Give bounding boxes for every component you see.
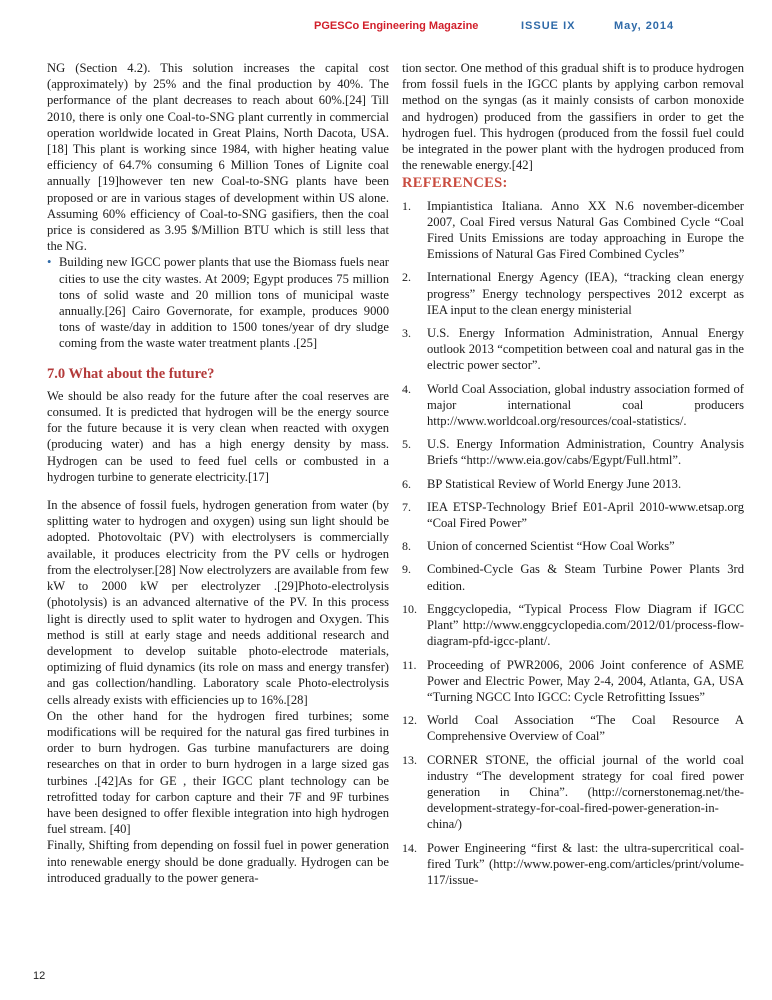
reference-text: Impiantistica Italiana. Anno XX N.6 november-dicember 2007, Coal Fired versus Natural Gas Combined Cycle “Coal Fired Units Emissions are today approaching in Europe the Emissions of Natural Gas Fired Combined Cycles” [427, 198, 744, 262]
reference-text: IEA ETSP-Technology Brief E01-April 2010-www.etsap.org “Coal Fired Power” [427, 499, 744, 531]
reference-item [402, 752, 744, 833]
reference-number: 7. [402, 499, 411, 514]
page-header [0, 20, 772, 40]
reference-item [402, 499, 744, 531]
reference-number: 3. [402, 326, 411, 341]
reference-text: BP Statistical Review of World Energy June 2013. [427, 476, 682, 491]
paragraph-hydrogen-turbines: On the other hand for the hydrogen fired turbines; some modifications will be required for the natural gas fired turbines in order to burn hydrogen. Gas turbine manufacturers are doing researches on that in order to burn hydrogen in a large sized gas turbines .[42]As for GE , their IGCC plant technology can be retrofitted today for carbon capture and their 7F and 9F turbines have been designed to offer flexible integration into high hydrogen fuel stream. [40] [47, 708, 389, 837]
reference-number: 11. [402, 657, 417, 672]
reference-item [402, 538, 744, 554]
bullet-biomass-text: Building new IGCC power plants that use the Biomass fuels near cities to use the city wastes. At 2009; Egypt produces 75 million tons of solid waste and 20 million tons of municipal waste annually.[26] Cairo Governorate, for example, produces 9000 tons of waste/day in addition to 1500 tones/year of dry sludge coming from the waste water treatment plants .[25] [59, 255, 389, 351]
magazine-title: PGESCo Engineering Magazine [314, 20, 479, 32]
right-column [402, 60, 744, 895]
reference-number: 14. [402, 840, 417, 855]
paragraph-hydrogen-future: We should be also ready for the future after the coal reserves are consumed. It is predicted that hydrogen will be the energy source for the future because it is very clean when reacted with oxygen (producing water) and has a high energy density by mass. Hydrogen can be used to feed fuel cells or combusted in a hydrogen turbine to generate electricity.[17] [47, 388, 389, 484]
bullet-biomass [47, 254, 389, 351]
bullet-dot-icon: • [47, 255, 52, 270]
reference-item [402, 269, 744, 318]
reference-number: 9. [402, 562, 411, 577]
reference-item [402, 657, 744, 706]
reference-number: 6. [402, 476, 411, 491]
reference-item [402, 198, 744, 263]
reference-number: 13. [402, 752, 417, 767]
left-column [47, 60, 389, 886]
references-heading: REFERENCES: [402, 175, 508, 192]
reference-item [402, 476, 744, 492]
page-number: 12 [33, 970, 46, 982]
reference-item [402, 840, 744, 889]
paragraph-finally: Finally, Shifting from depending on fossil fuel in power generation into renewable energy should be done gradually. Hydrogen can be introduced gradually to the power genera- [47, 838, 389, 885]
reference-item [402, 712, 744, 744]
paragraph-coal-to-sng: NG (Section 4.2). This solution increases the capital cost (approximately) by 25% and the final production by 40%. The performance of the plant decreases to reach about 60%.[24] Till 2010, there is only one Coal-to-SNG plant currently in commercial operation worldwide located in Great Plains, North Dacota, USA.[18] This plant is working since 1984, with higher heating value efficiency of 64.7% consuming 6 Million Tones of Lignite coal annually [19]however ten new Coal-to-SNG plants have been proposed or are in various stages of development within US alone. Assuming 60% efficiency of Coal-to-SNG gasifiers, then the coal price is considered as 3.95 $/Million BTU which is still less that the NG. [47, 61, 389, 254]
reference-item [402, 561, 744, 593]
reference-text: Enggcyclopedia, “Typical Process Flow Diagram if IGCC Plant” http://www.enggcyclopedia.com/2012/01/process-flow-diagram-pfd-igcc-plant/. [427, 601, 744, 649]
issue-date: May, 2014 [614, 20, 675, 32]
reference-number: 5. [402, 437, 411, 452]
reference-text: International Energy Agency (IEA), “tracking clean energy progress” Energy technology perspectives 2012 excerpt as IEA input to the clean energy ministerial [427, 270, 744, 317]
reference-item [402, 601, 744, 650]
reference-text: CORNER STONE, the official journal of the world coal industry “The development strategy for coal fired power generation in China”. (http://cornerstonemag.net/the-development-strategy-for-coal-fired-power-generation-in-china/) [427, 752, 744, 832]
reference-text: U.S. Energy Information Administration, Annual Energy outlook 2013 “competition between coal and natural gas in the electric power sector”. [427, 326, 744, 373]
reference-text: World Coal Association, global industry association formed of major international coal producers http://www.worldcoal.org/resources/coal-statistics/. [427, 381, 744, 429]
reference-text: Power Engineering “first & last: the ultra-supercritical coal-fired Turk” (http://www.power-eng.com/articles/print/volume-117/issue- [427, 840, 744, 887]
reference-text: Union of concerned Scientist “How Coal Works” [427, 539, 675, 554]
reference-text: Combined-Cycle Gas & Steam Turbine Power Plants 3rd edition. [427, 562, 744, 593]
reference-number: 10. [402, 601, 417, 616]
reference-item [402, 325, 744, 374]
references-list [402, 198, 744, 889]
reference-number: 1. [402, 198, 411, 213]
reference-number: 8. [402, 539, 411, 554]
reference-number: 12. [402, 713, 417, 728]
reference-item [402, 436, 744, 468]
section-heading-future: 7.0 What about the future? [47, 365, 215, 382]
reference-text: Proceeding of PWR2006, 2006 Joint conference of ASME Power and Electric Power, May 2-4, 2004, Atlanta, GA, USA “Turning NGCC Into IGCC: Cycle Retrofitting Issues” [427, 657, 744, 704]
reference-text: U.S. Energy Information Administration, Country Analysis Briefs “http://www.eia.gov/cabs/Egypt/Full.html”. [427, 437, 744, 468]
paragraph-continued: tion sector. One method of this gradual shift is to produce hydrogen from fossil fuels in the IGCC plants by applying carbon removal method on the syngas (as it mainly consists of carbon monoxide and hydrogen) produced from the gassifiers in order to get the hydrogen fuel. This hydrogen (produced from the fossil fuel could be integrated in the power plant with the hydrogen produced from the renewable energy.[42] [402, 61, 744, 173]
paragraph-hydrogen-generation: In the absence of fossil fuels, hydrogen generation from water (by splitting water to hydrogen and oxygen) using sun light should be adopted. Photovoltaic (PV) with electrolysers is commercially available, it produces electricity from the PV cells or hydrogen from the electrolyser.[28] Now electrolyzers are available from few kW to 2000 kW per electrolyzer .[29]Photo-electrolysis (photolysis) is an advanced alternative of the PV. In this process light is directly used to split water to hydrogen and Oxygen. This method is still at early stage and needs additional research and development to develop suitable photo-electrode materials, optimizing of fluid dynamics (its role on mass and energy transfer) and gas collection/handling. Laboratory scale Photo-electrolysis cells already exists with efficiencies up to 16%.[28] [47, 498, 389, 707]
reference-item [402, 381, 744, 430]
issue-label: ISSUE IX [521, 20, 576, 32]
reference-text: World Coal Association “The Coal Resource A Comprehensive Overview of Coal” [427, 713, 744, 744]
reference-number: 4. [402, 381, 411, 396]
reference-number: 2. [402, 270, 411, 285]
